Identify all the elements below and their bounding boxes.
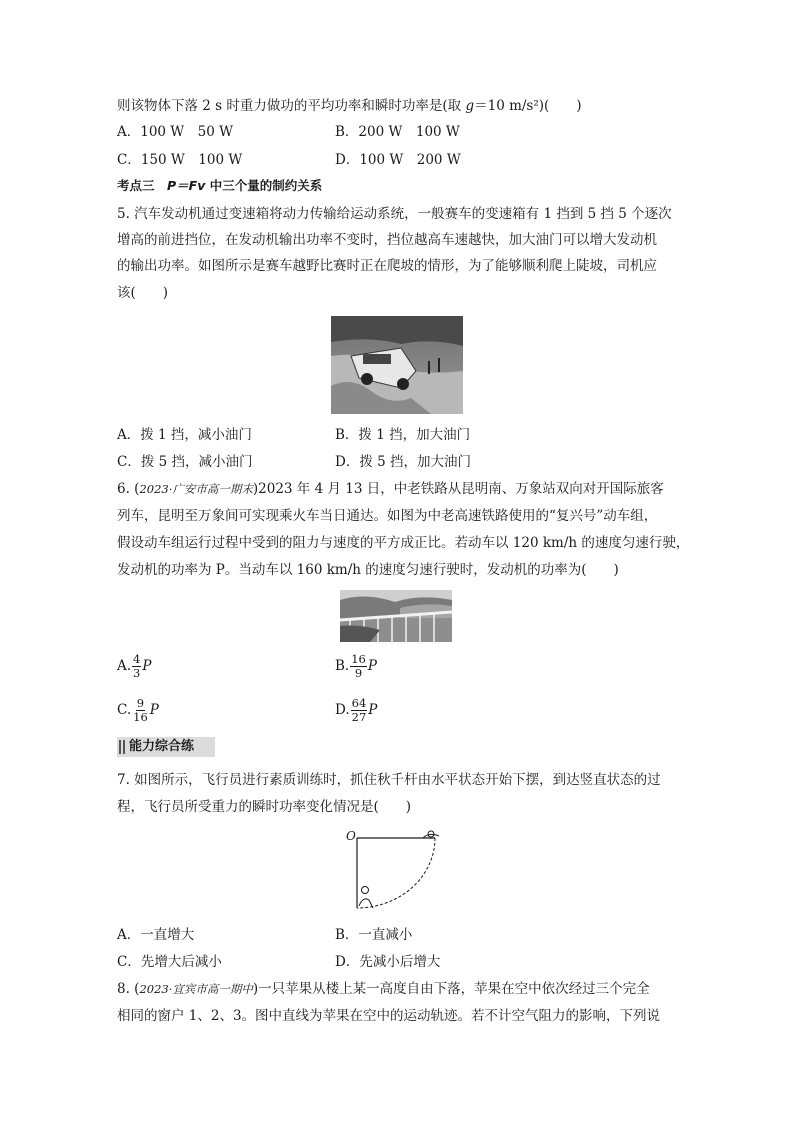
q6-option-a[interactable]: A. $\frac{4}{3}$ P bbox=[117, 652, 152, 680]
section-header: 能力综合练 bbox=[117, 737, 215, 757]
q5-line-4: 该( ) bbox=[117, 285, 169, 301]
q5-line-1: 5. 汽车发动机通过变速箱将动力传输给运动系统，一般赛车的变速箱有 1 挡到 5 挡 5 个逐次 bbox=[117, 206, 672, 222]
q7-line-2: 程，飞行员所受重力的瞬时功率变化情况是( ) bbox=[117, 799, 412, 815]
q5-option-d[interactable]: D．拨 5 挡，加大油门 bbox=[335, 454, 471, 470]
q5-option-c[interactable]: C．拨 5 挡，减小油门 bbox=[117, 454, 253, 470]
section-bar-icon bbox=[119, 740, 121, 754]
q6-line-4: 发动机的功率为 P。当动车以 160 km/h 的速度匀速行驶时，发动机的功率为( ) bbox=[117, 562, 619, 578]
pilot-horizontal-icon bbox=[423, 831, 439, 838]
offroad-car-photo bbox=[331, 316, 463, 414]
q4-option-d[interactable]: D．100 W 200 W bbox=[335, 152, 461, 168]
q6-option-c[interactable]: C. $\frac{9}{16}$ P bbox=[117, 696, 159, 724]
q7-option-d[interactable]: D．先减小后增大 bbox=[335, 954, 441, 970]
high-speed-train-bridge-photo bbox=[340, 590, 452, 642]
q6-option-b[interactable]: B. $\frac{16}{9}$ P bbox=[335, 652, 377, 680]
q6-line-2: 列车，昆明至万象间可实现乘火车当日通达。如图为中老高速铁路使用的“复兴号”动车组， bbox=[117, 508, 658, 524]
q5-line-3: 的输出功率。如图所示是赛车越野比赛时正在爬坡的情形，为了能够顺利爬上陡坡，司机应 bbox=[117, 258, 657, 274]
q8-line-2: 相同的窗户 1、2、3。图中直线为苹果在空中的运动轨迹。若不计空气阻力的影响，下列说 bbox=[117, 1008, 661, 1024]
q7-option-c[interactable]: C．先增大后减小 bbox=[117, 954, 222, 970]
q4-option-c[interactable]: C．150 W 100 W bbox=[117, 152, 243, 168]
q7-line-1: 7. 如图所示，飞行员进行素质训练时，抓住秋千杆由水平状态开始下摆，到达竖直状态的过 bbox=[117, 772, 661, 788]
q5-option-b[interactable]: B．拨 1 挡，加大油门 bbox=[335, 427, 471, 443]
q7-option-a[interactable]: A．一直增大 bbox=[117, 927, 195, 943]
q6-line-3: 假设动车组运行过程中受到的阻力与速度的平方成正比。若动车以 120 km/h 的速度匀速行驶， bbox=[117, 535, 690, 551]
q8-line-1: 8. (2023·宜宾市高一期中)一只苹果从楼上某一高度自由下落，苹果在空中依次经过三个完全 bbox=[117, 981, 650, 997]
q6-option-d[interactable]: D. $\frac{64}{27}$ P bbox=[335, 696, 378, 724]
topic-heading: 考点三 P＝Fv 中三个量的制约关系 bbox=[117, 178, 323, 193]
q6-line-1: 6. (2023·广安市高一期末)2023 年 4 月 13 日，中老铁路从昆明南、万象站双向对开国际旅客 bbox=[117, 481, 664, 497]
section-bar-icon bbox=[123, 740, 125, 754]
q7-option-b[interactable]: B．一直减小 bbox=[335, 927, 413, 943]
pilot-vertical-icon bbox=[359, 887, 373, 909]
q4-option-a[interactable]: A．100 W 50 W bbox=[117, 124, 234, 140]
q4-option-b[interactable]: B．200 W 100 W bbox=[335, 124, 460, 140]
q5-option-a[interactable]: A．拨 1 挡，减小油门 bbox=[117, 427, 252, 443]
pivot-label: O bbox=[346, 829, 356, 843]
q4-stem: 则该物体下落 2 s 时重力做功的平均功率和瞬时功率是(取 g＝10 m/s²)( ) bbox=[117, 98, 582, 114]
swing-diagram bbox=[343, 828, 455, 918]
q5-line-2: 增高的前进挡位，在发动机输出功率不变时，挡位越高车速越快，加大油门可以增大发动机 bbox=[117, 232, 657, 248]
